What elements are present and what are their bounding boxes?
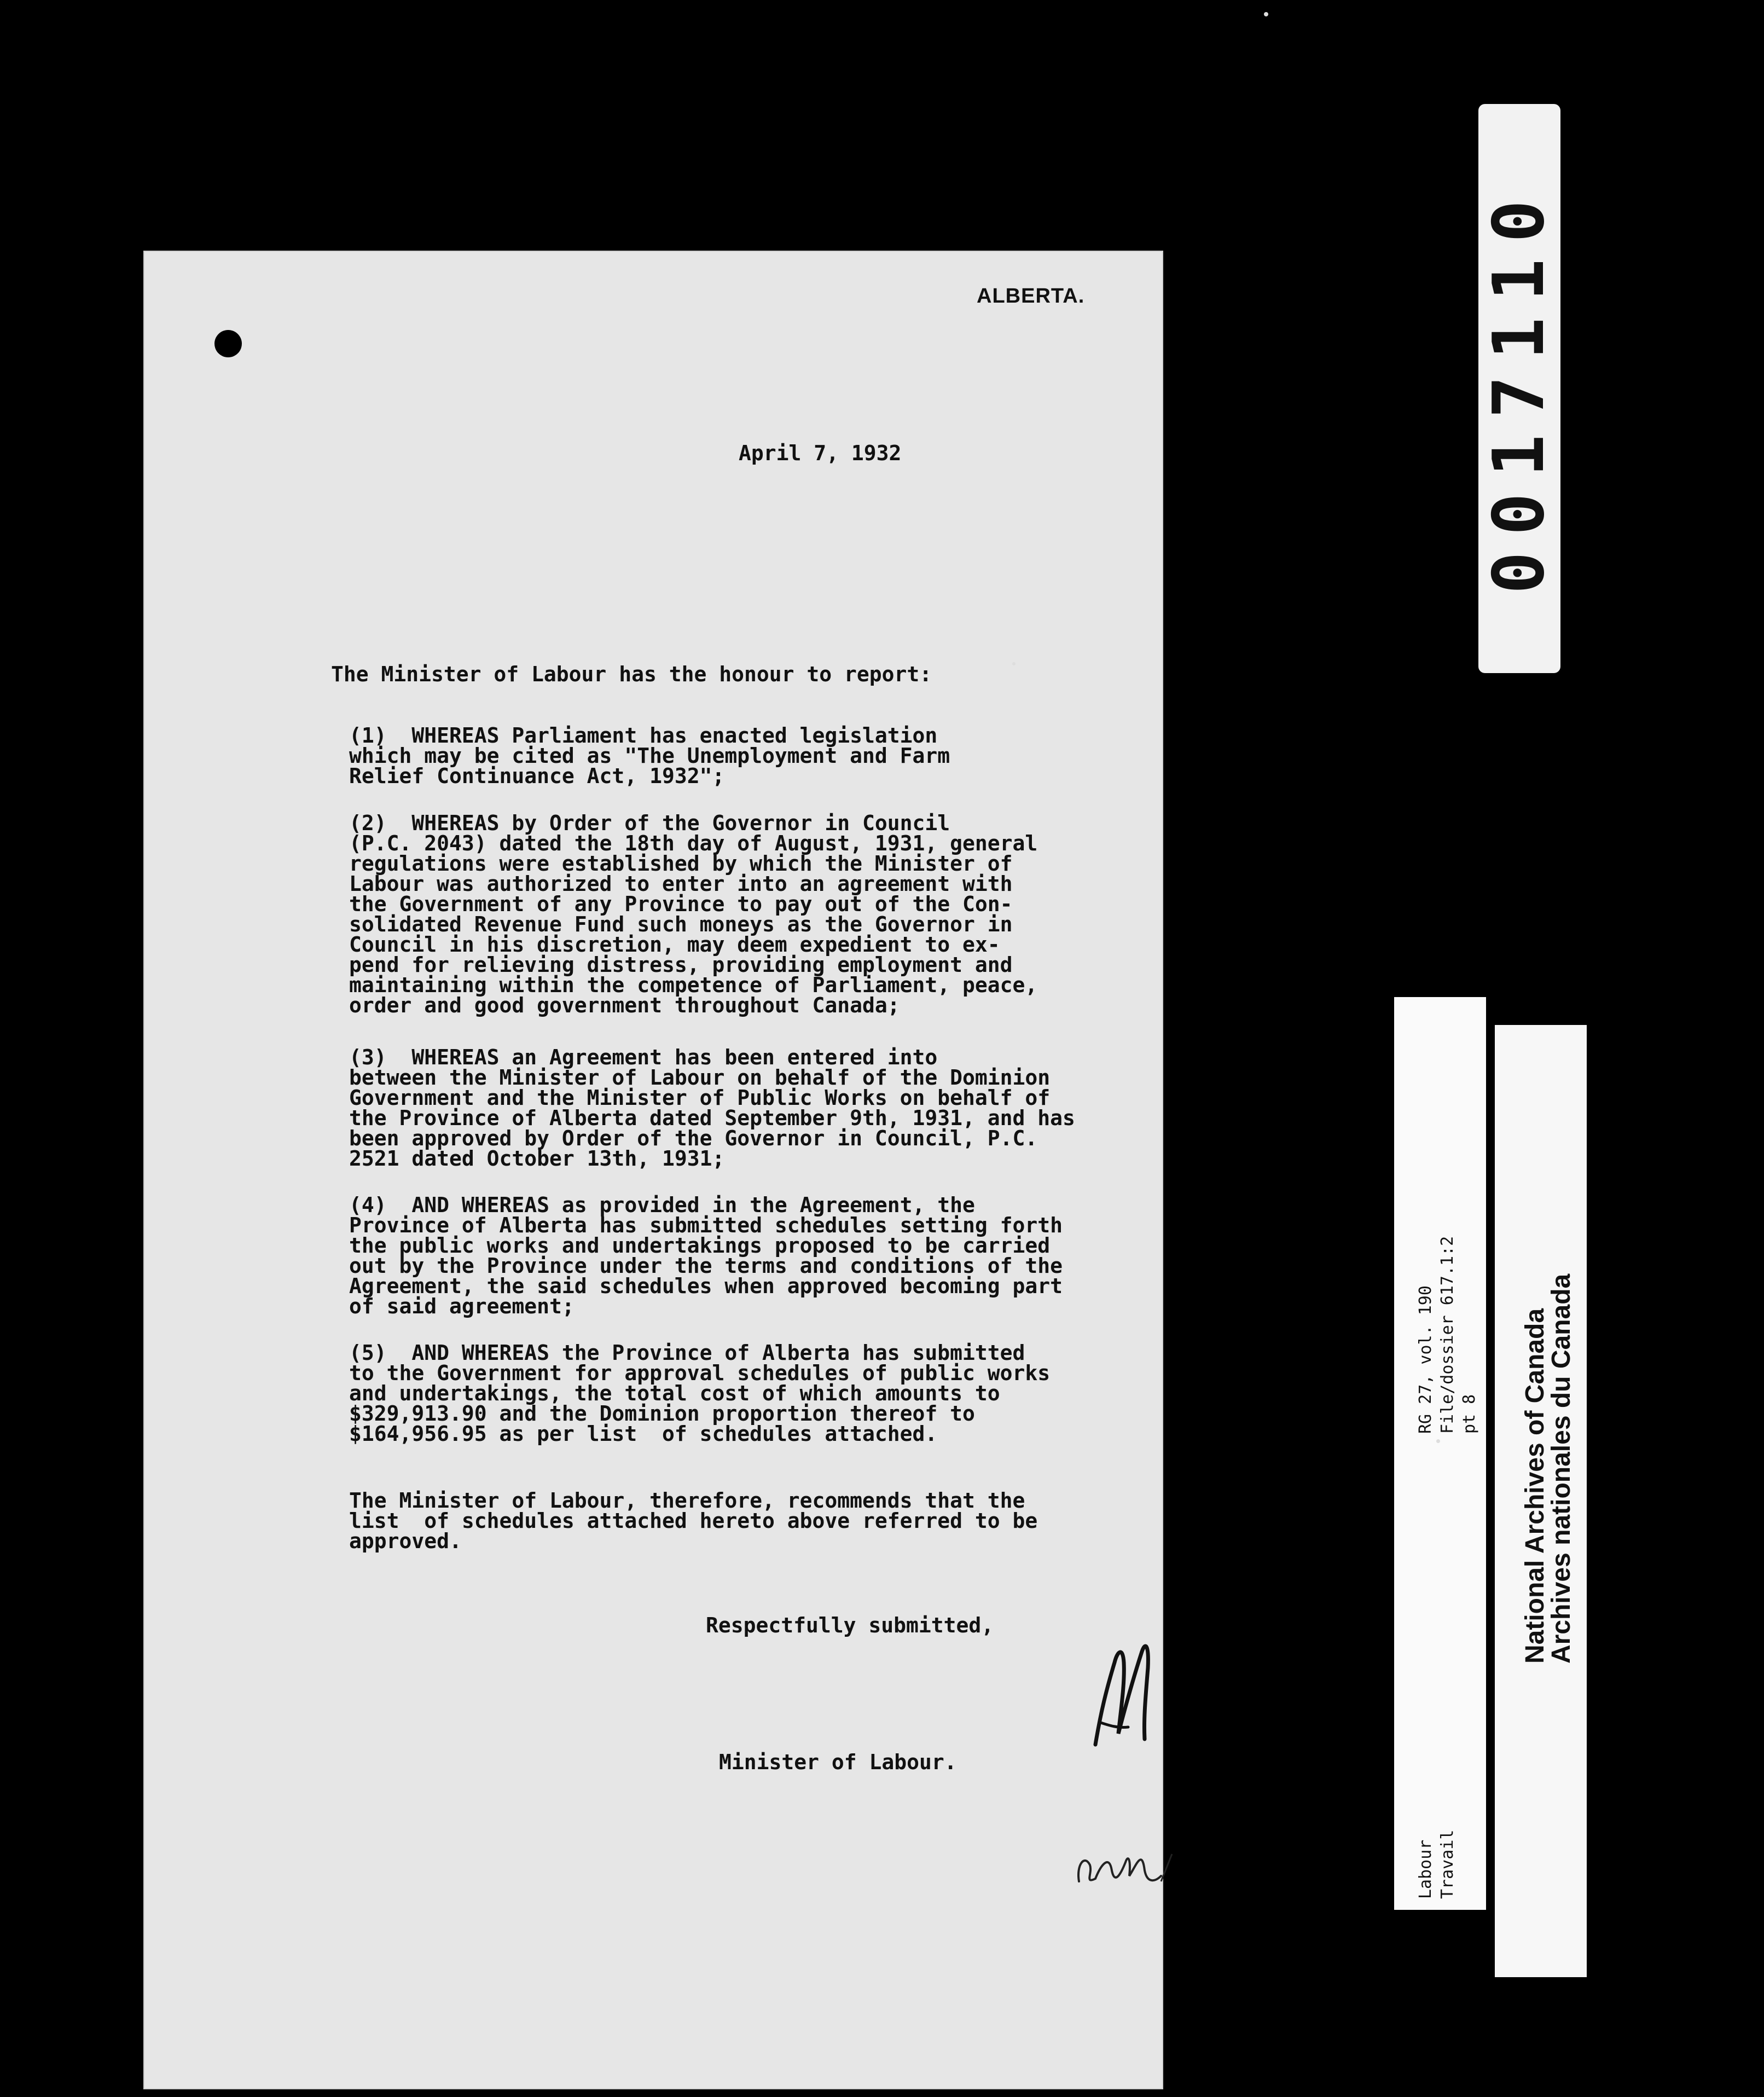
department-line: Travail [1438, 1829, 1457, 1899]
speck [1012, 662, 1016, 665]
handwritten-signature [1084, 1630, 1161, 1761]
recommendation: The Minister of Labour, therefore, recommends that the list of schedules attached hereto above referred to be approved. [349, 1488, 1038, 1553]
paragraph-4: (4) AND WHEREAS as provided in the Agreement, the Province of Alberta has submitted schedules setting forth the public works and undertakings proposed to be carried out by the Province under the terms and conditions of the Agreement, the said schedules when approved becoming part of said agreement; [349, 1193, 1063, 1318]
handwritten-initials [1068, 1832, 1177, 1898]
paragraph-5: (5) AND WHEREAS the Province of Alberta has submitted to the Government for approval schedules of public works and undertakings, the total cost of which amounts to $329,913.90 and the Dominion proportion thereof to $164,956.95 as per list of schedules attached. [349, 1341, 1051, 1446]
province-heading: ALBERTA. [977, 285, 1085, 308]
institution-line: Archives nationales du Canada [1547, 1273, 1576, 1664]
reference-line: pt 8 [1460, 1394, 1479, 1434]
institution-line: National Archives of Canada [1521, 1308, 1550, 1664]
frame-number-strip [1478, 104, 1560, 673]
department-line: Labour [1416, 1839, 1435, 1899]
report-intro: The Minister of Labour has the honour to report: [331, 662, 932, 686]
speck [1436, 1439, 1440, 1443]
signer-title: Minister of Labour. [719, 1750, 957, 1774]
reference-line: File/dossier 617.1:2 [1438, 1236, 1457, 1434]
speck [1264, 12, 1268, 16]
document-page [143, 251, 1163, 2089]
frame-number: 0017110 [1478, 183, 1560, 594]
archive-reference-text [1415, 1236, 1481, 1434]
paragraph-1: (1) WHEREAS Parliament has enacted legislation which may be cited as "The Unemployment and Farm Relief Continuance Act, 1932"; [349, 723, 950, 788]
institution-name [1522, 1274, 1575, 1664]
reference-line: RG 27, vol. 190 [1416, 1285, 1435, 1434]
punch-hole [214, 330, 242, 357]
paragraph-2: (2) WHEREAS by Order of the Governor in Council (P.C. 2043) dated the 18th day of August, 1931, general regulations were established by which the Minister of Labour was authorized to enter into an agreement with the Government of any Province to pay out of the Con- solidated Revenue Fund such moneys as the Governor in Council in his discretion, may deem expedient to ex- pend for relieving distress, providing employment and maintaining within the competence of Parliament, peace, order and good government throughout Canada; [349, 811, 1038, 1017]
department-text [1415, 1830, 1459, 1899]
closing-line: Respectfully submitted, [706, 1613, 994, 1637]
paragraph-3: (3) WHEREAS an Agreement has been entered into between the Minister of Labour on behalf of the Dominion Government and the Minister of Public Works on behalf of the Province of Alberta dated September 9th, 1931, and has been approved by Order of the Governor in Council, P.C. 2521 dated October 13th, 1931; [349, 1045, 1075, 1171]
document-date: April 7, 1932 [739, 441, 902, 465]
archive-reference-label [1394, 997, 1486, 1910]
